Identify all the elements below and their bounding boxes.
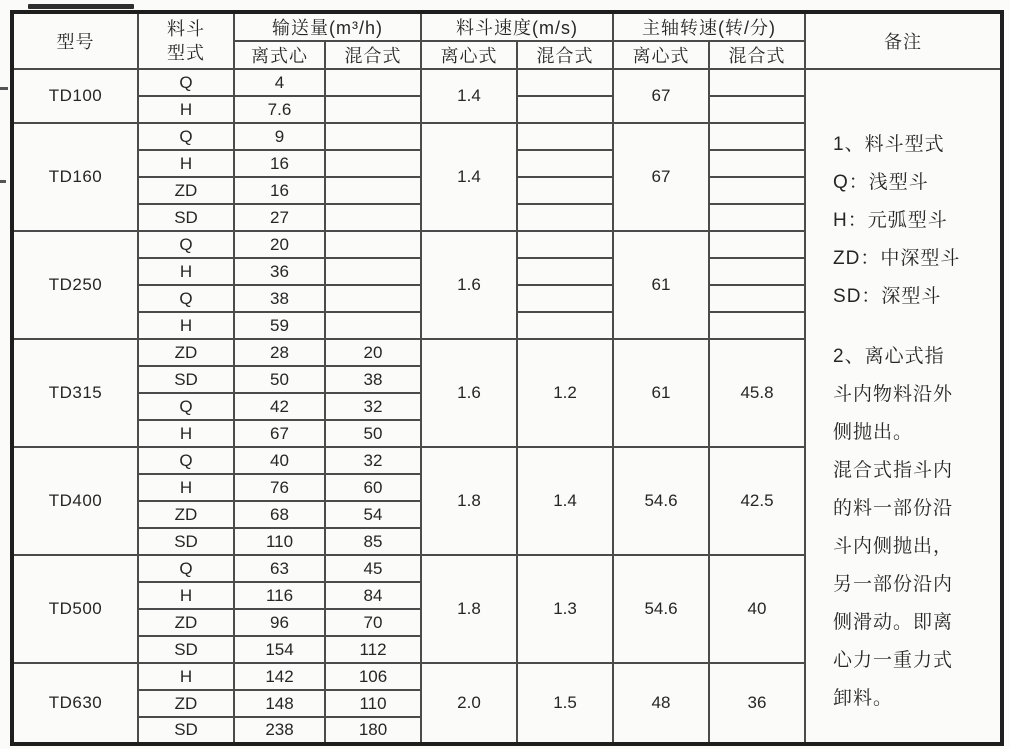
cell-bucket-type: H [138,96,234,123]
remarks-block-2 [833,338,992,718]
cell-rpm-mixed: 36 [709,663,805,744]
cell-conveying-centrifugal: 148 [234,690,325,717]
header-rpm-centrifugal: 离心式 [613,41,709,69]
cell-model: TD400 [12,447,138,555]
spec-table [10,10,1004,746]
cell-rpm-mixed [709,177,805,204]
cell-speed-centrifugal: 1.6 [421,231,517,339]
remarks-line: 混合式指斗内 [833,460,954,481]
cell-conveying-mixed [325,258,421,285]
header-remarks: 备注 [805,12,1002,69]
remarks-line: 斗内侧抛出， [833,536,954,557]
cell-rpm-mixed [709,69,805,96]
cell-speed-mixed [517,204,613,231]
cell-conveying-centrifugal: 20 [234,231,325,258]
cell-bucket-type: ZD [138,501,234,528]
cell-conveying-mixed: 110 [325,690,421,717]
cell-conveying-centrifugal: 16 [234,150,325,177]
cell-conveying-centrifugal: 238 [234,717,325,744]
cell-conveying-centrifugal: 63 [234,555,325,582]
cell-speed-centrifugal: 2.0 [421,663,517,744]
remarks-line: 另一部份沿内 [833,574,954,595]
header-model: 型号 [12,12,138,69]
cell-rpm-centrifugal: 54.6 [613,447,709,555]
header-rpm-group: 主轴转速(转/分) [613,12,805,41]
cell-bucket-type: H [138,150,234,177]
cell-conveying-mixed: 45 [325,555,421,582]
header-bucket-line1: 料斗 [167,18,205,39]
cell-conveying-mixed [325,204,421,231]
cell-bucket-type: Q [138,69,234,96]
cell-bucket-type: ZD [138,177,234,204]
cell-model: TD500 [12,555,138,663]
cell-bucket-type: SD [138,528,234,555]
header-conveying-centrifugal: 离式心 [234,41,325,69]
cell-rpm-mixed [709,204,805,231]
remarks-line: 心力一重力式 [833,650,954,671]
cell-conveying-mixed: 32 [325,447,421,474]
cell-speed-centrifugal: 1.4 [421,69,517,123]
header-speed-mixed: 混合式 [517,41,613,69]
cell-rpm-mixed [709,231,805,258]
cell-speed-mixed [517,69,613,96]
remarks-line: 1、料斗型式 [833,134,945,155]
cell-conveying-mixed: 85 [325,528,421,555]
cell-conveying-mixed [325,69,421,96]
cell-rpm-mixed [709,96,805,123]
cell-model: TD315 [12,339,138,447]
cell-conveying-mixed: 112 [325,636,421,663]
cell-rpm-centrifugal: 61 [613,339,709,447]
cell-conveying-mixed [325,285,421,312]
cell-bucket-type: ZD [138,690,234,717]
cell-speed-mixed: 1.5 [517,663,613,744]
cell-rpm-centrifugal: 48 [613,663,709,744]
cell-conveying-centrifugal: 4 [234,69,325,96]
scan-artifact [0,180,6,183]
cell-conveying-centrifugal: 36 [234,258,325,285]
remarks-line: 斗内物料沿外 [833,384,954,405]
cell-conveying-mixed [325,231,421,258]
cell-conveying-mixed [325,150,421,177]
cell-conveying-mixed: 32 [325,393,421,420]
cell-bucket-type: Q [138,447,234,474]
cell-conveying-centrifugal: 7.6 [234,96,325,123]
remarks-line: Q：浅型斗 [833,172,929,193]
cell-conveying-mixed: 38 [325,366,421,393]
cell-speed-mixed [517,231,613,258]
remarks-line: 2、离心式指 [833,346,945,367]
cell-conveying-mixed: 50 [325,420,421,447]
cell-conveying-mixed: 84 [325,582,421,609]
cell-bucket-type: SD [138,366,234,393]
cell-bucket-type: ZD [138,339,234,366]
cell-bucket-type: Q [138,231,234,258]
cell-rpm-centrifugal: 54.6 [613,555,709,663]
cell-conveying-centrifugal: 67 [234,420,325,447]
remarks-cell [805,69,1002,744]
cell-conveying-mixed [325,123,421,150]
cell-conveying-centrifugal: 68 [234,501,325,528]
cell-speed-centrifugal: 1.4 [421,123,517,231]
cell-bucket-type: SD [138,636,234,663]
header-conveying-group: 输送量(m³/h) [234,12,421,41]
header-conveying-mixed: 混合式 [325,41,421,69]
cell-speed-mixed: 1.2 [517,339,613,447]
cell-rpm-mixed [709,285,805,312]
scan-artifact [0,87,8,90]
header-row-groups [12,12,1002,41]
cell-bucket-type: Q [138,555,234,582]
cell-conveying-centrifugal: 116 [234,582,325,609]
cell-rpm-mixed: 42.5 [709,447,805,555]
header-speed-group: 料斗速度(m/s) [421,12,613,41]
cell-speed-mixed: 1.3 [517,555,613,663]
cell-bucket-type: SD [138,717,234,744]
remarks-line: ZD：中深型斗 [833,248,961,269]
cell-bucket-type: H [138,663,234,690]
cell-conveying-centrifugal: 50 [234,366,325,393]
cell-rpm-centrifugal: 67 [613,123,709,231]
remarks-block-1 [833,126,992,316]
cell-conveying-centrifugal: 9 [234,123,325,150]
cell-bucket-type: H [138,258,234,285]
cell-bucket-type: H [138,312,234,339]
cell-conveying-centrifugal: 16 [234,177,325,204]
cell-speed-mixed [517,123,613,150]
remarks-line: 卸料。 [833,688,894,709]
cell-conveying-centrifugal: 42 [234,393,325,420]
cell-speed-mixed [517,285,613,312]
cell-bucket-type: Q [138,393,234,420]
scan-artifact [28,4,134,9]
cell-conveying-mixed: 60 [325,474,421,501]
header-rpm-mixed: 混合式 [709,41,805,69]
cell-bucket-type: ZD [138,609,234,636]
cell-speed-centrifugal: 1.8 [421,555,517,663]
cell-conveying-centrifugal: 154 [234,636,325,663]
cell-conveying-centrifugal: 96 [234,609,325,636]
remarks-line: H：元弧型斗 [833,210,948,231]
remarks-line: 侧滑动。即离 [833,612,954,633]
header-speed-centrifugal: 离心式 [421,41,517,69]
cell-conveying-centrifugal: 38 [234,285,325,312]
cell-conveying-mixed [325,312,421,339]
cell-conveying-centrifugal: 76 [234,474,325,501]
cell-rpm-mixed [709,123,805,150]
cell-rpm-mixed: 40 [709,555,805,663]
cell-conveying-mixed: 180 [325,717,421,744]
cell-speed-centrifugal: 1.8 [421,447,517,555]
cell-rpm-mixed [709,258,805,285]
cell-conveying-centrifugal: 27 [234,204,325,231]
cell-rpm-mixed [709,312,805,339]
cell-conveying-centrifugal: 59 [234,312,325,339]
cell-speed-mixed [517,177,613,204]
remarks-line: SD：深型斗 [833,286,942,307]
cell-model: TD100 [12,69,138,123]
cell-conveying-mixed: 20 [325,339,421,366]
cell-conveying-mixed [325,177,421,204]
cell-conveying-mixed: 54 [325,501,421,528]
cell-bucket-type: H [138,420,234,447]
remarks-line: 的料一部份沿 [833,498,954,519]
header-bucket-type [138,12,234,69]
cell-conveying-centrifugal: 28 [234,339,325,366]
cell-speed-centrifugal: 1.6 [421,339,517,447]
cell-speed-mixed [517,96,613,123]
cell-bucket-type: SD [138,204,234,231]
cell-model: TD160 [12,123,138,231]
cell-speed-mixed: 1.4 [517,447,613,555]
header-bucket-line2: 型式 [167,43,205,63]
cell-rpm-mixed [709,150,805,177]
remarks-line: 侧抛出。 [833,422,914,443]
cell-rpm-mixed: 45.8 [709,339,805,447]
cell-conveying-mixed [325,96,421,123]
cell-rpm-centrifugal: 67 [613,69,709,123]
cell-speed-mixed [517,312,613,339]
cell-bucket-type: H [138,474,234,501]
cell-bucket-type: Q [138,285,234,312]
cell-conveying-mixed: 106 [325,663,421,690]
cell-conveying-centrifugal: 40 [234,447,325,474]
cell-bucket-type: H [138,582,234,609]
cell-conveying-mixed: 70 [325,609,421,636]
table-row [12,69,1002,96]
cell-conveying-centrifugal: 142 [234,663,325,690]
cell-model: TD630 [12,663,138,744]
cell-model: TD250 [12,231,138,339]
cell-speed-mixed [517,258,613,285]
cell-bucket-type: Q [138,123,234,150]
cell-speed-mixed [517,150,613,177]
cell-conveying-centrifugal: 110 [234,528,325,555]
cell-rpm-centrifugal: 61 [613,231,709,339]
